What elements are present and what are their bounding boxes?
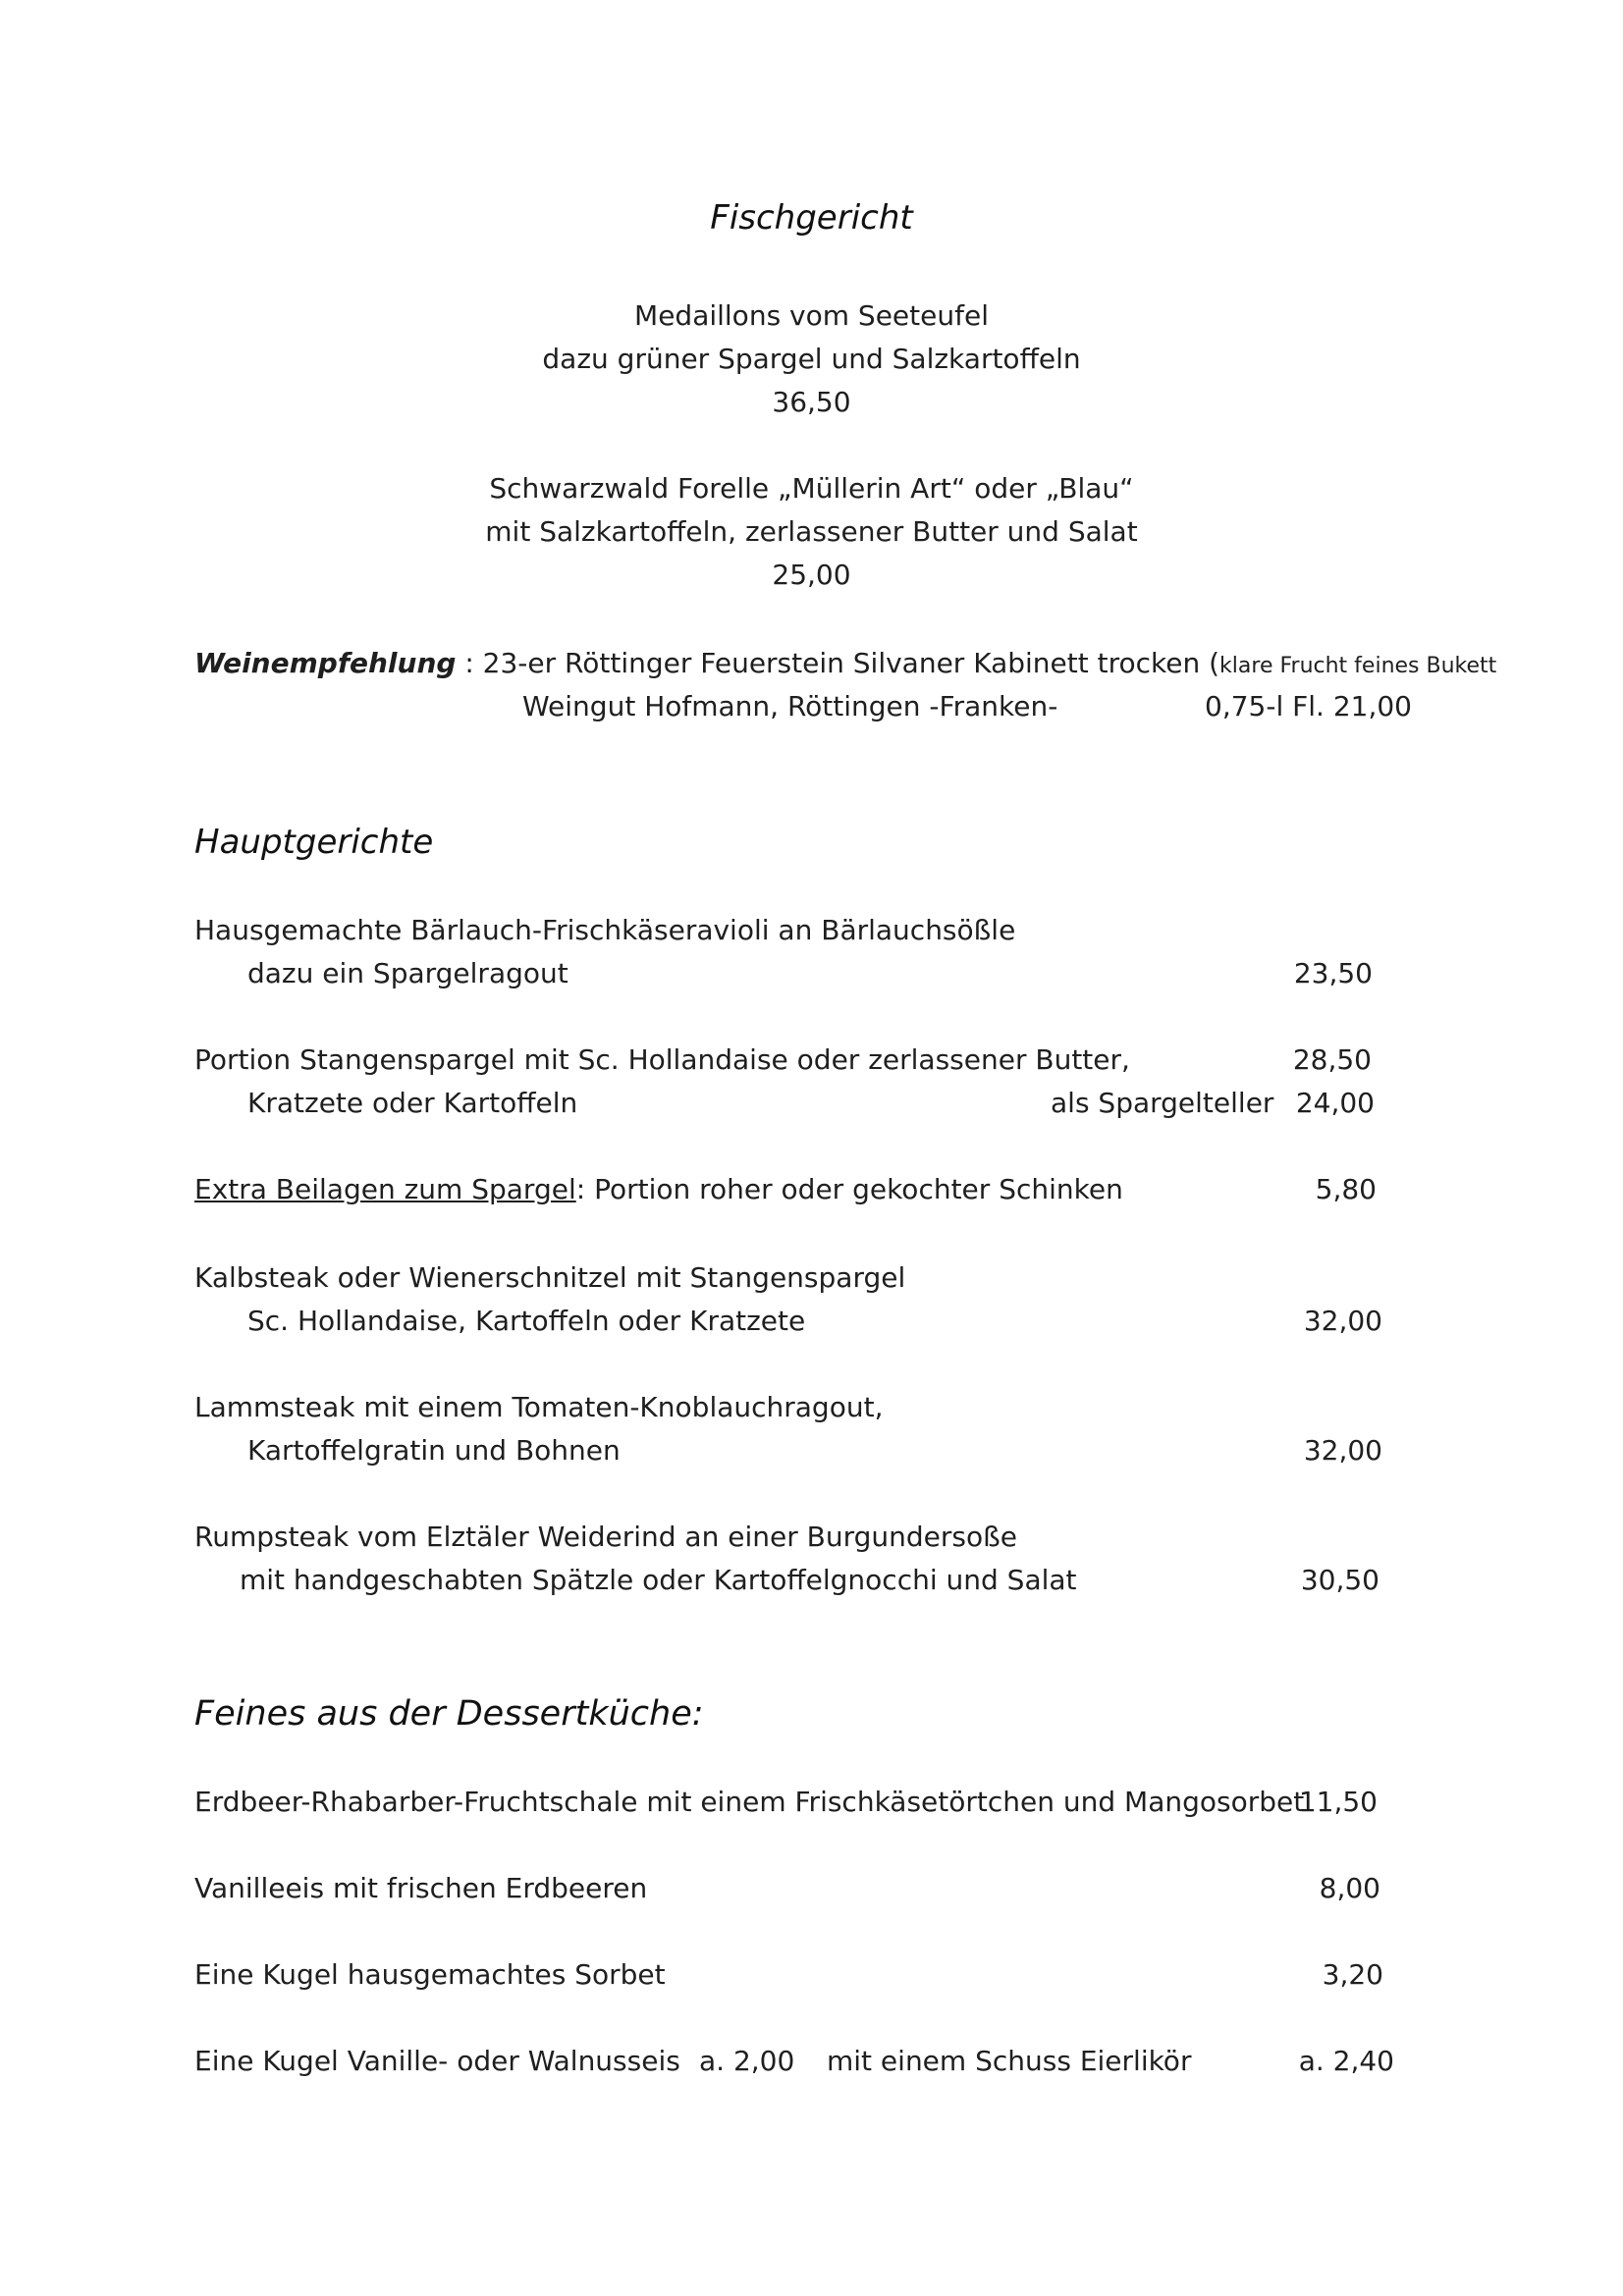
fisch-item-1-price: 36,50: [772, 386, 851, 418]
haupt-item-4-line2: Sc. Hollandaise, Kartoffeln oder Kratzete: [247, 1305, 806, 1337]
fisch-item-2-line1: Schwarzwald Forelle „Müllerin Art“ oder „Blau“: [489, 472, 1134, 505]
fisch-item-2-price: 25,00: [772, 559, 851, 591]
wine-price: 0,75-l Fl. 21,00: [1205, 690, 1412, 722]
dessert-item-1: Erdbeer-Rhabarber-Fruchtschale mit einem Frischkäsetörtchen und Mangosorbet: [194, 1786, 1305, 1818]
wine-separator: :: [456, 647, 483, 679]
fisch-item-2-line2: mit Salzkartoffeln, zerlassener Butter und Salat: [485, 515, 1138, 548]
haupt-item-1-price: 23,50: [1293, 957, 1373, 989]
haupt-item-4-line1: Kalbsteak oder Wienerschnitzel mit Stangenspargel: [194, 1261, 906, 1294]
fisch-item-1-line2: dazu grüner Spargel und Salzkartoffeln: [542, 343, 1081, 375]
wine-text: 23-er Röttinger Feuerstein Silvaner Kabinett trocken (: [482, 647, 1220, 679]
haupt-item-5-line1: Lammsteak mit einem Tomaten-Knoblauchragout,: [194, 1391, 884, 1423]
dessert-item-4-price-a: a. 2,00: [699, 2045, 795, 2077]
haupt-item-6-price: 30,50: [1300, 1564, 1380, 1596]
extra-beilagen-label: Extra Beilagen zum Spargel: [194, 1173, 576, 1205]
dessert-item-2: Vanilleeis mit frischen Erdbeeren: [194, 1872, 648, 1904]
wine-winery: Weingut Hofmann, Röttingen -Franken-: [522, 690, 1058, 722]
haupt-item-2-price1: 28,50: [1292, 1043, 1372, 1076]
wine-label: Weinempfehlung: [194, 647, 457, 679]
haupt-item-6-line1: Rumpsteak vom Elztäler Weiderind an einer Burgundersoße: [194, 1521, 1017, 1553]
haupt-heading: Hauptgerichte: [194, 823, 434, 862]
dessert-heading: Feines aus der Dessertküche:: [194, 1694, 704, 1734]
wine-recommendation: [194, 642, 1496, 688]
dessert-item-1-price: 11,50: [1298, 1786, 1378, 1818]
haupt-item-3: [194, 1168, 1123, 1211]
dessert-item-3-price: 3,20: [1322, 1958, 1383, 1991]
haupt-item-5-price: 32,00: [1303, 1434, 1382, 1467]
haupt-item-2-line1: Portion Stangenspargel mit Sc. Hollandaise oder zerlassener Butter,: [194, 1043, 1130, 1076]
wine-note: klare Frucht feines Bukett: [1219, 654, 1497, 678]
dessert-item-4: Eine Kugel Vanille- oder Walnusseis: [194, 2045, 680, 2077]
fisch-heading: Fischgericht: [710, 198, 913, 238]
haupt-item-1-line2: dazu ein Spargelragout: [247, 957, 568, 989]
haupt-item-6-line2: mit handgeschabten Spätzle oder Kartoffelgnocchi und Salat: [240, 1564, 1077, 1596]
haupt-item-2-note: als Spargelteller: [1051, 1087, 1274, 1119]
dessert-item-4-extra: mit einem Schuss Eierlikör: [827, 2045, 1192, 2077]
extra-beilagen-text: Portion roher oder gekochter Schinken: [585, 1173, 1123, 1205]
extra-beilagen-separator: :: [575, 1173, 586, 1205]
haupt-item-3-price: 5,80: [1315, 1173, 1377, 1205]
fisch-item-1-line1: Medaillons vom Seeteufel: [634, 299, 989, 332]
haupt-item-5-line2: Kartoffelgratin und Bohnen: [247, 1434, 621, 1467]
haupt-item-1-line1: Hausgemachte Bärlauch-Frischkäseravioli an Bärlauchsößle: [194, 914, 1016, 946]
haupt-item-2-line2: Kratzete oder Kartoffeln: [247, 1087, 578, 1119]
dessert-item-2-price: 8,00: [1319, 1872, 1380, 1904]
haupt-item-2-price2: 24,00: [1295, 1087, 1375, 1119]
haupt-item-4-price: 32,00: [1303, 1305, 1382, 1337]
dessert-item-3: Eine Kugel hausgemachtes Sorbet: [194, 1958, 666, 1991]
dessert-item-4-price-b: a. 2,40: [1298, 2045, 1394, 2077]
